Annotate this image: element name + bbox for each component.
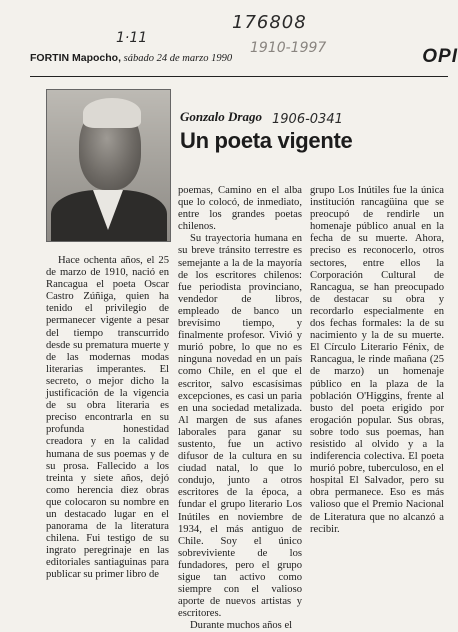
- paragraph: poemas, Camino en el alba que lo colocó, de inmediato, entre los grandes poetas chilenos.: [178, 185, 302, 233]
- article-column-2: [178, 185, 302, 632]
- handwritten-catalog-number: 176808: [232, 12, 307, 33]
- article-title: Un poeta vigente: [180, 128, 353, 153]
- publication-date: sábado 24 de marzo 1990: [123, 53, 233, 64]
- masthead-rule: [30, 76, 448, 77]
- section-label: OPI: [422, 46, 458, 67]
- article-author: Gonzalo Drago: [180, 109, 262, 124]
- paragraph: Su trayectoria humana en su breve tránsito terrestre es semejante a la de la mayoría de los escritores chilenos: fue periodista provinciano, vendedor de libros, empleado de banco un brevísimo tiempo, y finalmente profesor. Vivió y murió pobre, lo que no es ninguna novedad en un país como Chile, en el que el escritor, salvo escasísimas excepciones, es casi un paria en una sociedad metalizada. Al margen de sus afanes laborales para ganar su sustento, fue un activo difusor de la cultura en su ciudad natal, lo que lo condujo, junto a otros escritores de la época, a fundar el grupo literario Los Inútiles en noviembre de 1934, el más antiguo de Chile. Soy el único sobreviviente de los fundadores, pero el grupo sigue tan activo como siempre con el valioso aporte de nuevos artistas y escritores.: [178, 233, 302, 620]
- portrait-hair: [83, 98, 141, 128]
- paragraph: grupo Los Inútiles fue la única institución rancagüina que se preocupó de rendirle un homenaje público anual en la fecha de su muerte. Ahora, preciso es reconocerlo, otros sectores, entre ellos la Corporación Cultural de Rancagua, se han preocupado de destacar su obra y recordarlo especialmente en dos fechas formales: la de su nacimiento y la de su muerte. El Círculo Literario Fénix, de Rancagua, le rinde mañana (25 de marzo) un homenaje público en la plaza de la población O'Higgins, frente al busto del poeta erigido por erogación popular. Sus obras, sobre todo sus poemas, han resistido al olvido y a la indiferencia colectiva. El poeta murió pobre, tuberculoso, en el hospital El Salvador, pero su obra permanece. Eso es más valioso que el Premio Nacional de Literatura que no alcanzó a recibir.: [310, 185, 444, 535]
- handwritten-author-code: 1906-0341: [272, 112, 343, 127]
- handwritten-years: 1910-1997: [250, 40, 327, 56]
- paragraph: Hace ochenta años, el 25 de marzo de 1910, nació en Rancagua el poeta Oscar Castro Zúñiga, quien ha tenido el privilegio de permanecer vigente a pesar del tiempo transcurrido desde su prematura muerte y de las modernas modas literarias imperantes. El secreto, o mejor dicho la justificación de la vigencia de su obra literaria es preciso encontrarla en su profunda honestidad creadora y en la calidad humana de sus poemas y de su prosa. Fallecido a los treinta y siete años, dejó como herencia diez obras que colocaron su nombre en un destacado lugar en el panorama de la literatura chilena. Fui testigo de su ingrato peregrinaje en las editoriales santiaguinas para publicar su primer libro de: [46, 255, 169, 581]
- author-portrait-photo: [46, 89, 171, 242]
- handwritten-page-mark: 1·11: [116, 30, 148, 46]
- paragraph: Durante muchos años el: [190, 620, 293, 632]
- publication-name: FORTIN Mapocho,: [30, 52, 121, 64]
- masthead: [30, 52, 232, 64]
- article-column-1: [46, 255, 169, 582]
- article-column-3: [310, 185, 444, 536]
